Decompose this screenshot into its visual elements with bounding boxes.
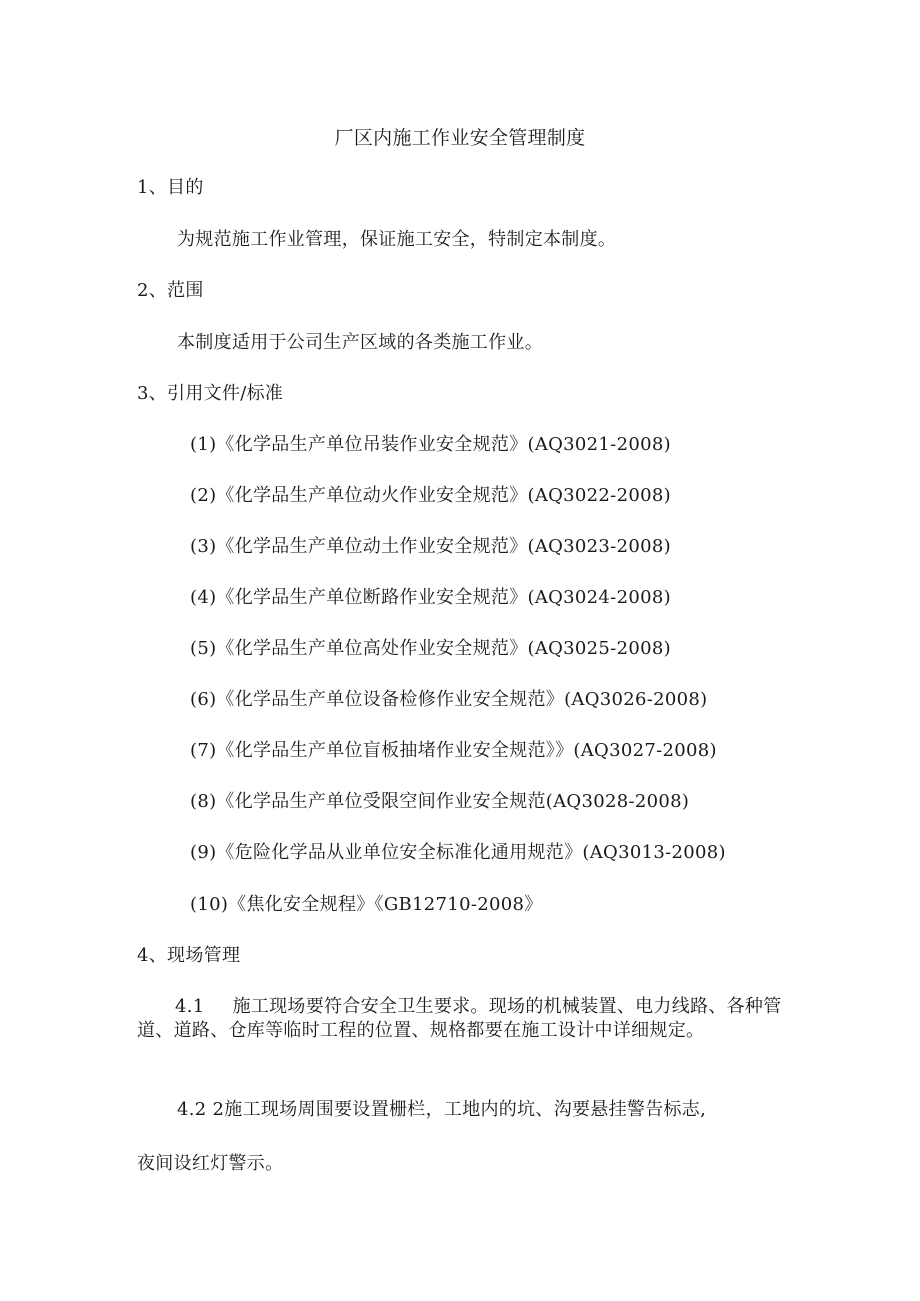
document-title: 厂区内施工作业安全管理制度 xyxy=(334,127,586,149)
paragraph-number: 4.1 xyxy=(175,996,205,1017)
reference-item: (4)《化学品生产单位断路作业安全规范》(AQ3024-2008) xyxy=(190,587,671,608)
section-2-text: 本制度适用于公司生产区域的各类施工作业。 xyxy=(177,332,543,353)
section-4-heading: 4、现场管理 xyxy=(137,945,241,966)
reference-item: (1)《化学品生产单位吊装作业安全规范》(AQ3021-2008) xyxy=(190,434,671,455)
reference-item: (5)《化学品生产单位高处作业安全规范》(AQ3025-2008) xyxy=(190,638,671,659)
reference-item: (3)《化学品生产单位动土作业安全规范》(AQ3023-2008) xyxy=(190,536,671,557)
reference-item: (7)《化学品生产单位盲板抽堵作业安全规范》》(AQ3027-2008) xyxy=(190,740,717,761)
section-1-text: 为规范施工作业管理，保证施工安全，特制定本制度。 xyxy=(177,229,617,250)
section-3-heading: 3、引用文件/标准 xyxy=(137,383,284,404)
reference-item: (6)《化学品生产单位设备检修作业安全规范》(AQ3026-2008) xyxy=(190,689,708,710)
reference-item: (2)《化学品生产单位动火作业安全规范》(AQ3022-2008) xyxy=(190,485,671,506)
section-4-paragraph-2-line-2: 夜间设红灯警示。 xyxy=(137,1153,284,1174)
section-2-heading: 2、范围 xyxy=(137,280,204,301)
reference-item: (10)《焦化安全规程》《GB12710-2008》 xyxy=(190,894,543,915)
section-1-heading: 1、目的 xyxy=(137,177,204,198)
reference-item: (8)《化学品生产单位受限空间作业安全规范(AQ3028-2008) xyxy=(190,791,690,812)
paragraph-text: 施工现场要符合安全卫生要求。现场的机械装置、电力线路、各种管道、道路、仓库等临时工程的位置、规格都要在施工设计中详细规定。 xyxy=(137,996,782,1041)
section-4-paragraph-1 xyxy=(137,995,797,1043)
section-4-paragraph-2-line-1: 4.2 2施工现场周围要设置栅栏，工地内的坑、沟要悬挂警告标志, xyxy=(177,1099,707,1120)
reference-item: (9)《危险化学品从业单位安全标准化通用规范》(AQ3013-2008) xyxy=(190,842,726,863)
